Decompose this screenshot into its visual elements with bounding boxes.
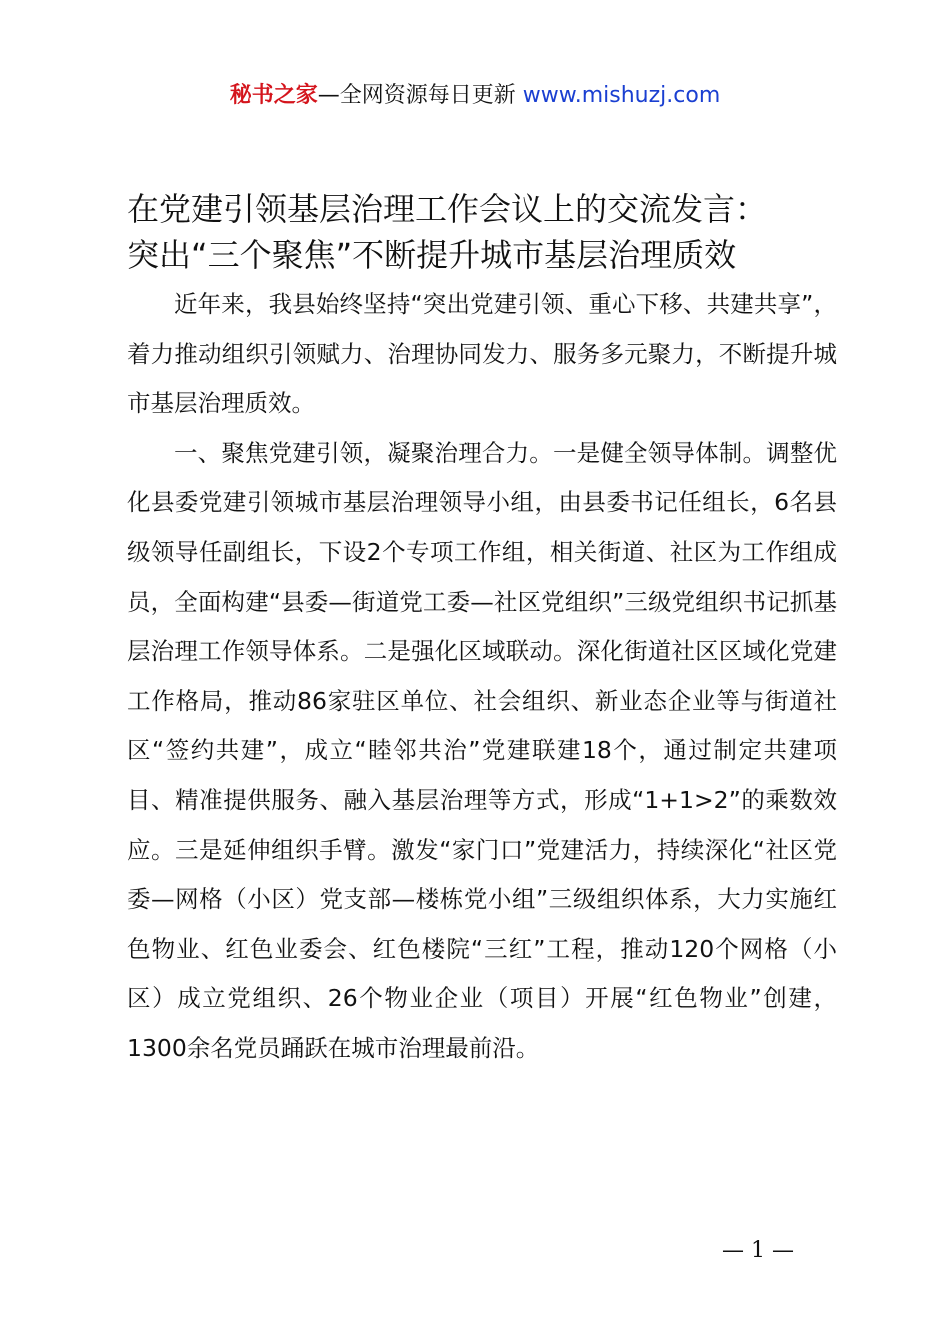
site-header bbox=[0, 80, 950, 112]
section-one-paragraph: 一、聚焦党建引领，凝聚治理合力。一是健全领导体制。调整优化县委党建引领城市基层治理领导小组，由县委书记任组长，6名县级领导任副组长，下设2个专项工作组，相关街道、社区为工作组成员，全面构建“县委—街道党工委—社区党组织”三级党组织书记抓基层治理工作领导体系。二是强化区域联动。深化街道社区区域化党建工作格局，推动86家驻区单位、社会组织、新业态企业等与街道社区“签约共建”，成立“睦邻共治”党建联建18个，通过制定共建项目、精准提供服务、融入基层治理等方式，形成“1+1>2”的乘数效应。三是延伸组织手臂。激发“家门口”党建活力，持续深化“社区党委—网格（小区）党支部—楼栋党小组”三级组织体系，大力实施红色物业、红色业委会、红色楼院“三红”工程，推动120个网格（小区）成立党组织、26个物业企业（项目）开展“红色物业”创建，1300余名党员踊跃在城市治理最前沿。 bbox=[127, 438, 837, 1062]
brand-name: 秘书之家 bbox=[229, 83, 318, 108]
site-url-link[interactable]: www.mishuzj.com bbox=[515, 83, 721, 108]
page-number: — 1 — bbox=[722, 1238, 794, 1263]
header-tagline: —全网资源每日更新 bbox=[317, 83, 516, 108]
title-line-1: 在党建引领基层治理工作会议上的交流发言： bbox=[127, 190, 768, 228]
title-line-2: 突出“三个聚焦”不断提升城市基层治理质效 bbox=[127, 236, 737, 274]
document-title bbox=[127, 186, 847, 278]
document-body bbox=[127, 280, 837, 1074]
intro-paragraph: 近年来，我县始终坚持“突出党建引领、重心下移、共建共享”，着力推动组织引领赋力、治理协同发力、服务多元聚力，不断提升城市基层治理质效。 bbox=[127, 290, 837, 418]
